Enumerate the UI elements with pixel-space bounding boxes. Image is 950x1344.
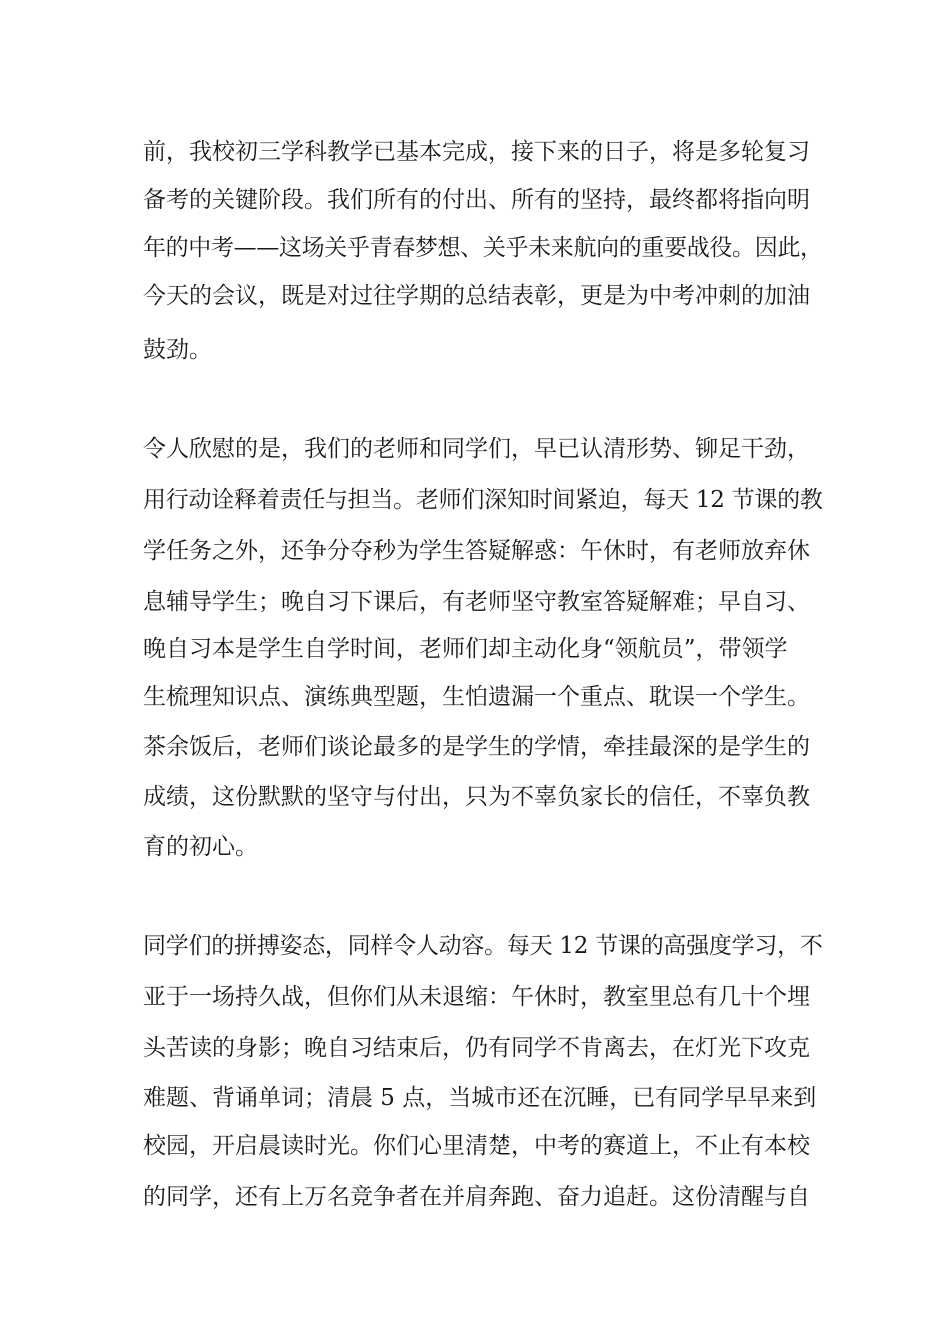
text-line: 茶余饭后，老师们谈论最多的是学生的学情，牵挂最深的是学生的: [143, 734, 810, 760]
text-line: 成绩，这份默默的坚守与付出，只为不辜负家长的信任，不辜负教: [143, 784, 810, 810]
text-line: 生梳理知识点、演练典型题，生怕遗漏一个重点、耽误一个学生。: [143, 684, 810, 710]
text-line: 今天的会议，既是对过往学期的总结表彰，更是为中考冲刺的加油: [143, 283, 810, 309]
text-line: 鼓劲。: [143, 337, 212, 363]
text-line: 的同学，还有上万名竞争者在并肩奔跑、奋力追赶。这份清醒与自: [143, 1184, 810, 1210]
text-line: 亚于一场持久战，但你们从未退缩：午休时，教室里总有几十个埋: [143, 984, 810, 1010]
text-line: 头苦读的身影；晚自习结束后，仍有同学不肯离去，在灯光下攻克: [143, 1035, 810, 1061]
text-line: 前，我校初三学科教学已基本完成，接下来的日子，将是多轮复习: [143, 139, 810, 165]
text-line: 令人欣慰的是，我们的老师和同学们，早已认清形势、铆足干劲，: [143, 436, 810, 462]
text-line: 学任务之外，还争分夺秒为学生答疑解惑：午休时，有老师放弃休: [143, 538, 810, 564]
text-line: 难题、背诵单词；清晨 5 点，当城市还在沉睡，已有同学早早来到: [143, 1085, 817, 1111]
text-line: 息辅导学生；晚自习下课后，有老师坚守教室答疑解难；早自习、: [143, 589, 810, 615]
text-line: 同学们的拼搏姿态，同样令人动容。每天 12 节课的高强度学习，不: [143, 933, 823, 959]
text-line: 校园，开启晨读时光。你们心里清楚，中考的赛道上，不止有本校: [143, 1133, 810, 1159]
text-line: 备考的关键阶段。我们所有的付出、所有的坚持，最终都将指向明: [143, 187, 810, 213]
text-line: 年的中考——这场关乎青春梦想、关乎未来航向的重要战役。因此，: [143, 235, 823, 261]
text-line: 用行动诠释着责任与担当。老师们深知时间紧迫，每天 12 节课的教: [143, 487, 823, 513]
text-line: 晚自习本是学生自学时间，老师们却主动化身“领航员”，带领学: [143, 636, 788, 662]
text-line: 育的初心。: [143, 834, 258, 860]
